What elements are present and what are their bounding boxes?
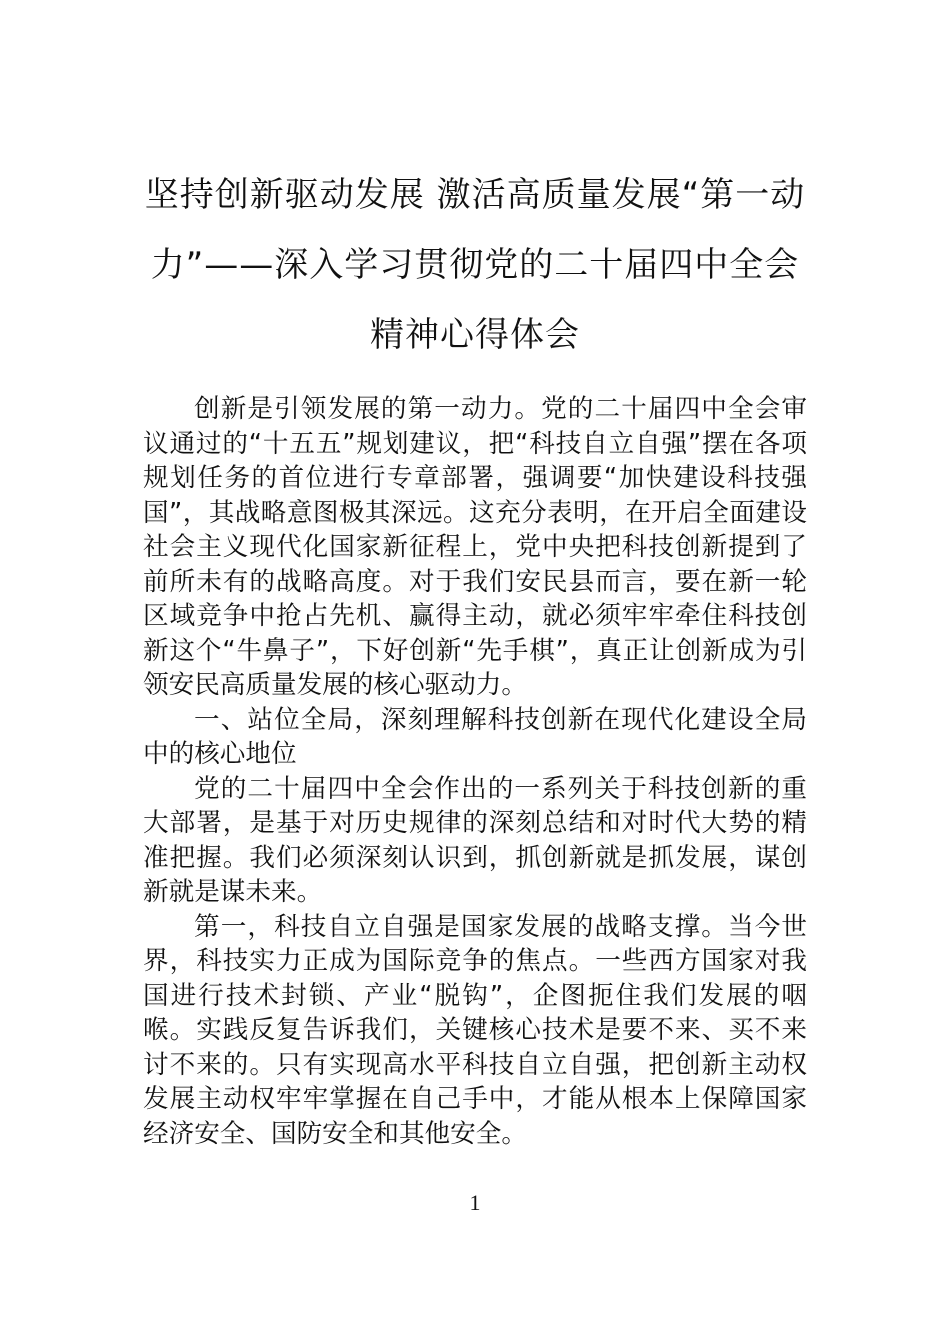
section-heading: 一、站位全局，深刻理解科技创新在现代化建设全局中的核心地位 <box>143 704 807 769</box>
intro-paragraph: 创新是引领发展的第一动力。党的二十届四中全会审议通过的“十五五”规划建议，把“科技自立自强”摆在各项规划任务的首位进行专章部署，强调要“加快建设科技强国”，其战略意图极其深远。这充分表明，在开启全面建设社会主义现代化国家新征程上，党中央把科技创新提到了前所未有的战略高度。对于我们安民县而言，要在新一轮区域竞争中抢占先机、赢得主动，就必须牢牢牵住科技创新这个“牛鼻子”，下好创新“先手棋”，真正让创新成为引领安民高质量发展的核心驱动力。 <box>143 394 807 700</box>
body-paragraph: 党的二十届四中全会作出的一系列关于科技创新的重大部署，是基于对历史规律的深刻总结和对时代大势的精准把握。我们必须深刻认识到，抓创新就是抓发展，谋创新就是谋未来。 <box>143 773 807 907</box>
body-paragraph: 第一，科技自立自强是国家发展的战略支撑。当今世界，科技实力正成为国际竞争的焦点。一些西方国家对我国进行技术封锁、产业“脱钩”，企图扼住我们发展的咽喉。实践反复告诉我们，关键核心技术是要不来、买不来讨不来的。只有实现高水平科技自立自强，把创新主动权发展主动权牢牢掌握在自己手中，才能从根本上保障国家经济安全、国防安全和其他安全。 <box>143 911 807 1149</box>
document-title: 坚持创新驱动发展 激活高质量发展“第一动力”——深入学习贯彻党的二十届四中全会精神心得体会 <box>144 175 806 355</box>
page-number: 1 <box>469 1190 481 1215</box>
document-body <box>143 392 807 1151</box>
